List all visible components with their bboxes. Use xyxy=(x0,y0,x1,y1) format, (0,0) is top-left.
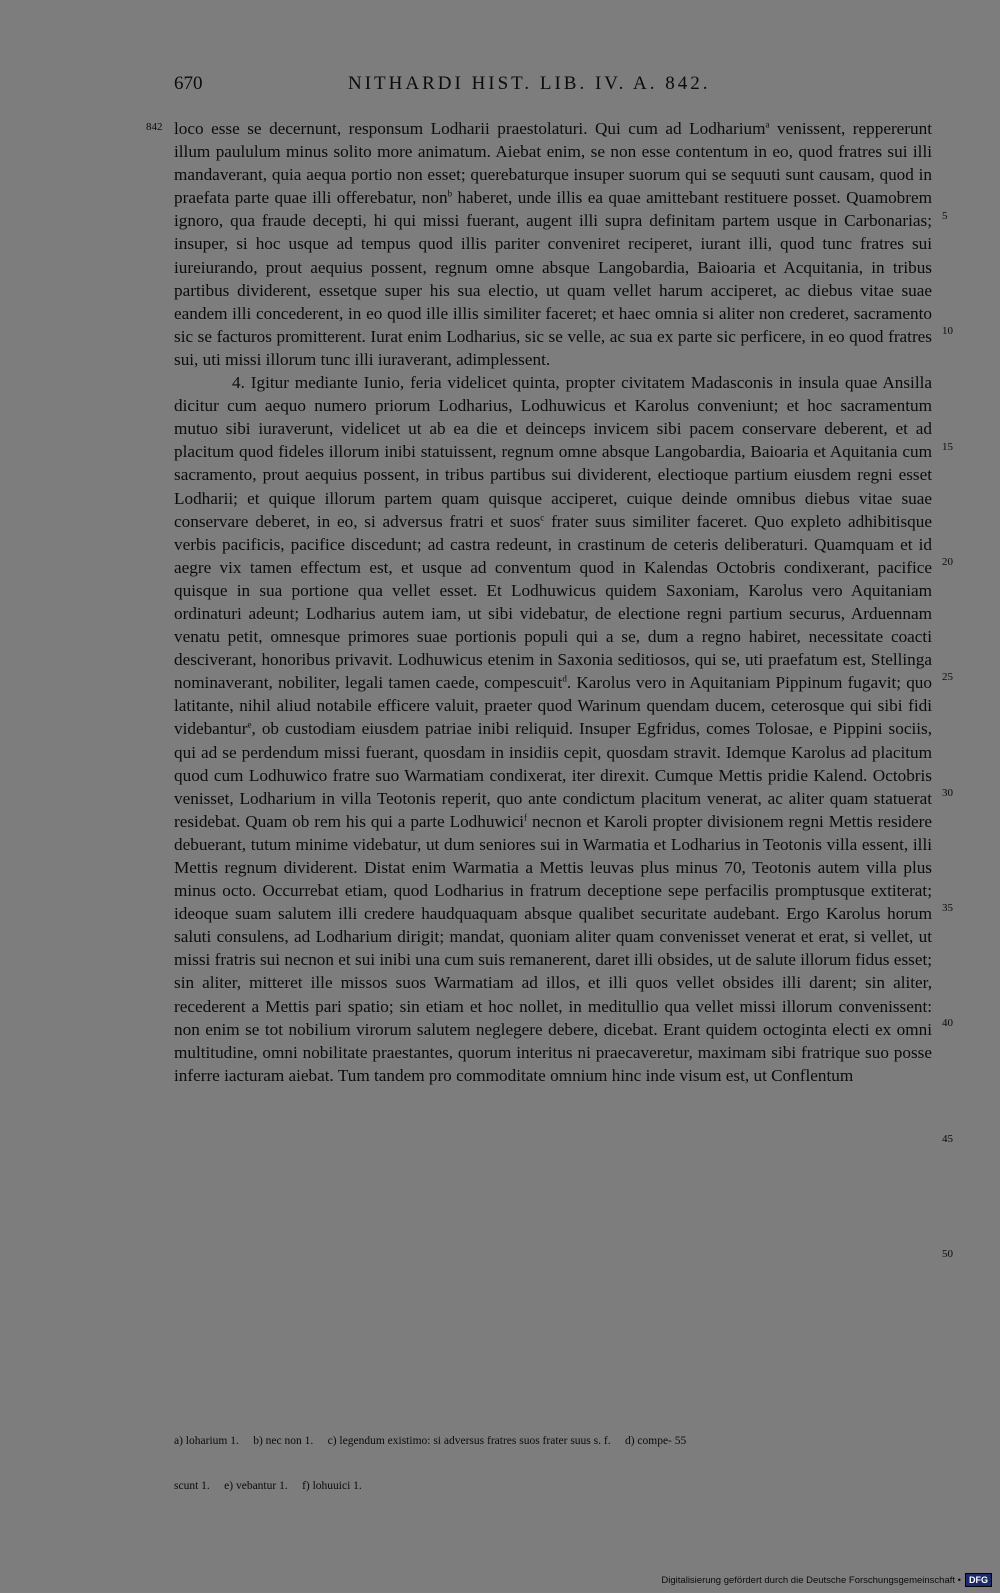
footnote-line-1: a) loharium 1. b) nec non 1. c) legendum existimo: si adversus fratres suos frater suus s. f. d) compe- 55 xyxy=(174,1435,687,1447)
footnote-mark-b: b xyxy=(447,188,453,199)
paragraph-2 xyxy=(174,371,932,1087)
page-number: 670 xyxy=(174,73,203,94)
footnote-mark-a: a xyxy=(765,119,770,130)
text-span: venissent, reppererunt illum paululum minus solito more animatum. Aiebat enim, se non esse contentum in eo, quod fratres sui illi mandaverant, quia aequa portio non esset; querebaturque insuper suorum qui se sequuti sunt causam, quod in praefata parte quae illi offerebatur, non xyxy=(174,119,932,208)
year-marginal-note: 842 xyxy=(146,121,163,133)
line-number-15: 15 xyxy=(942,441,953,453)
footnote-mark-e: e xyxy=(247,719,252,730)
line-number-30: 30 xyxy=(942,787,953,799)
credit-text: Digitalisierung gefördert durch die Deutsche Forschungsgemeinschaft • xyxy=(661,1574,961,1586)
line-number-5: 5 xyxy=(942,210,948,222)
line-number-50: 50 xyxy=(942,1248,953,1260)
footnote-line-2: scunt 1. e) vebantur 1. f) lohuuici 1. xyxy=(174,1480,362,1492)
line-number-40: 40 xyxy=(942,1017,953,1029)
text-span: loco esse se decernunt, responsum Lodharii praestolaturi. Qui cum ad Lodharium xyxy=(174,119,766,138)
paragraph-1 xyxy=(174,117,932,371)
line-number-45: 45 xyxy=(942,1133,953,1145)
footnotes xyxy=(174,1404,959,1509)
line-number-20: 20 xyxy=(942,556,953,568)
text-span: frater suus similiter faceret. Quo expleto adhibitisque verbis pacificis, pacifice discedunt; ad castra redeunt, in crastinum de ceteris deliberaturi. Quamquam et id aegre vix tamen effectum est, et usque ad conventum quod in Kalendas Octobris condixerant, pacifice quisque in sua portione qua vellet esset. Et Lodhuwicus quidem Saxoniam, Karolus vero Aquitaniam ordinaturi adeunt; Lodharius autem iam, ut sibi videbatur, de electione regni partium securus, Arduennam venatu petit, omnesque primores suae portionis populi qui a se, dum a regno habiret, necessitate coacti desciverant, honoribus privavit. Lodhuwicus etenim in Saxonia seditiosos, qui se, uti praefatum est, Stellinga nominaverant, nobiliter, legali tamen caede, compescuit xyxy=(174,511,932,693)
text-span: necnon et Karoli propter divisionem regni Mettis residere debuerant, tutum minime videbatur, ut dum seniores sui in Warmatia et Lodharius in Teotonis villa essent, illi Mettis regnum dividerent. Distat enim Warmatia a Mettis leuvas plus minus 70, Teotonis autem villa plus minus octo. Occurrebat etiam, quod Lodharius in fratrum deceptione sepe perfacilis promptusque extiterat; ideoque suam salutem illi credere haudquaquam absque qualibet securitate audebant. Ergo Karolus horum saluti consulens, ad Lodharium dirigit; mandat, quoniam aliter quam convenisset venerat et erat, si vellet, ut missi fratris sui necnon et sui inibi una cum suis remanerent, daret illi obsides, ut de salute illorum fidus esset; sin aliter, mitteret ille missos suos Warmatiam ad illos, et illi quos vellet obsides illi darent; sin aliter, recederent a Mettis pari spatio; sin etiam et hoc nollet, in meditullio qua vellet missi illorum convenissent: non enim se tot nobilium virorum salutem neglegere debere, dicebat. Erant quidem octoginta electi ex omni multitudine, omni nobilitate praestantes, quorum interitus ni praecaveretur, maximam sibi fratrique suo posse inferre iacturam aiebat. Tum tandem pro commoditate omnium hinc inde visum est, ut Conflentum xyxy=(174,811,932,1085)
digitization-credit xyxy=(661,1573,992,1587)
text-span: . Karolus vero in Aquitaniam Pippinum fugavit; quo latitante, nihil aliud notabile efficere valuit, praeter quod Warinum quendam ducem, ceterosque qui sibi fidi videbantur xyxy=(174,673,932,739)
footnote-mark-c: c xyxy=(540,511,545,522)
line-number-10: 10 xyxy=(942,325,953,337)
running-head: NITHARDI HIST. LIB. IV. A. 842. xyxy=(348,73,711,94)
line-number-35: 35 xyxy=(942,902,953,914)
main-text xyxy=(174,117,932,1087)
line-number-25: 25 xyxy=(942,671,953,683)
text-span: 4. Igitur mediante Iunio, feria videlicet quinta, propter civitatem Madasconis in insula quae Ansilla dicitur cum aequo numero priorum Lodharius, Lodhuwicus et Karolus conveniunt; et hoc sacramentum mutuo sibi iuraverunt, videlicet ut ab ea die et deinceps invicem sibi pacem conservare deberent, et ad placitum quod fideles illorum inibi statuissent, regnum omne absque Langobardia, Baioaria et Aquitania cum sacramento, prout aequius possent, in tribus partibus sui dividerent, electioque partium eiusdem regni esset Lodharii; et quique illorum partem quam quisque acciperet, cuique deinde omnibus diebus vitae suae conservare deberet, in eo, si adversus fratri et suos xyxy=(174,373,932,531)
footnote-mark-d: d xyxy=(562,673,567,684)
footnote-mark-f: f xyxy=(524,812,528,823)
text-span: haberet, unde illis ea quae amittebant restituere posset. Quamobrem ignoro, qua fraude decepti, hi qui missi fuerant, augent illi supra definitam partem usque in Carbonarias; insuper, si hoc usque ad tempus quod illis pariter conveniret reciperet, iurant illi, quod tunc fratres sui iureiurando, prout aequius possent, regnum omne absque Langobardia, Baioaria et Acquitania, in tribus partibus dividerent, essetque super his sua electio, ut quam vellet harum acciperet, ac diebus vitae suae eandem illi concederent, in eo quod ille illis similiter faceret; et haec omnia si aliter non crederet, sacramento sic se facturos promitterent. Iurat enim Lodharius, sic se velle, ac sua ex parte sic perficere, in eo quod fratres sui, uti missi illorum tunc illi iuraverant, adimplessent. xyxy=(174,188,932,369)
dfg-logo: DFG xyxy=(965,1573,992,1587)
text-span: , ob custodiam eiusdem patriae inibi reliquid. Insuper Egfridus, comes Tolosae, e Pippini sociis, qui ad se perdendum missi fuerant, quosdam in insidiis cepit, quosdam stravit. Idemque Karolus ad placitum quod cum Lodhuwico fratre suo Warmatiam condixerat, iter direxit. Cumque Mettis pridie Kalend. Octobris venisset, Lodharium in villa Teotonis reperit, quo ante condictum placitum venerat, ac aliter quam statuerat residebat. Quam ob rem his qui a parte Lodhuwici xyxy=(174,719,932,831)
